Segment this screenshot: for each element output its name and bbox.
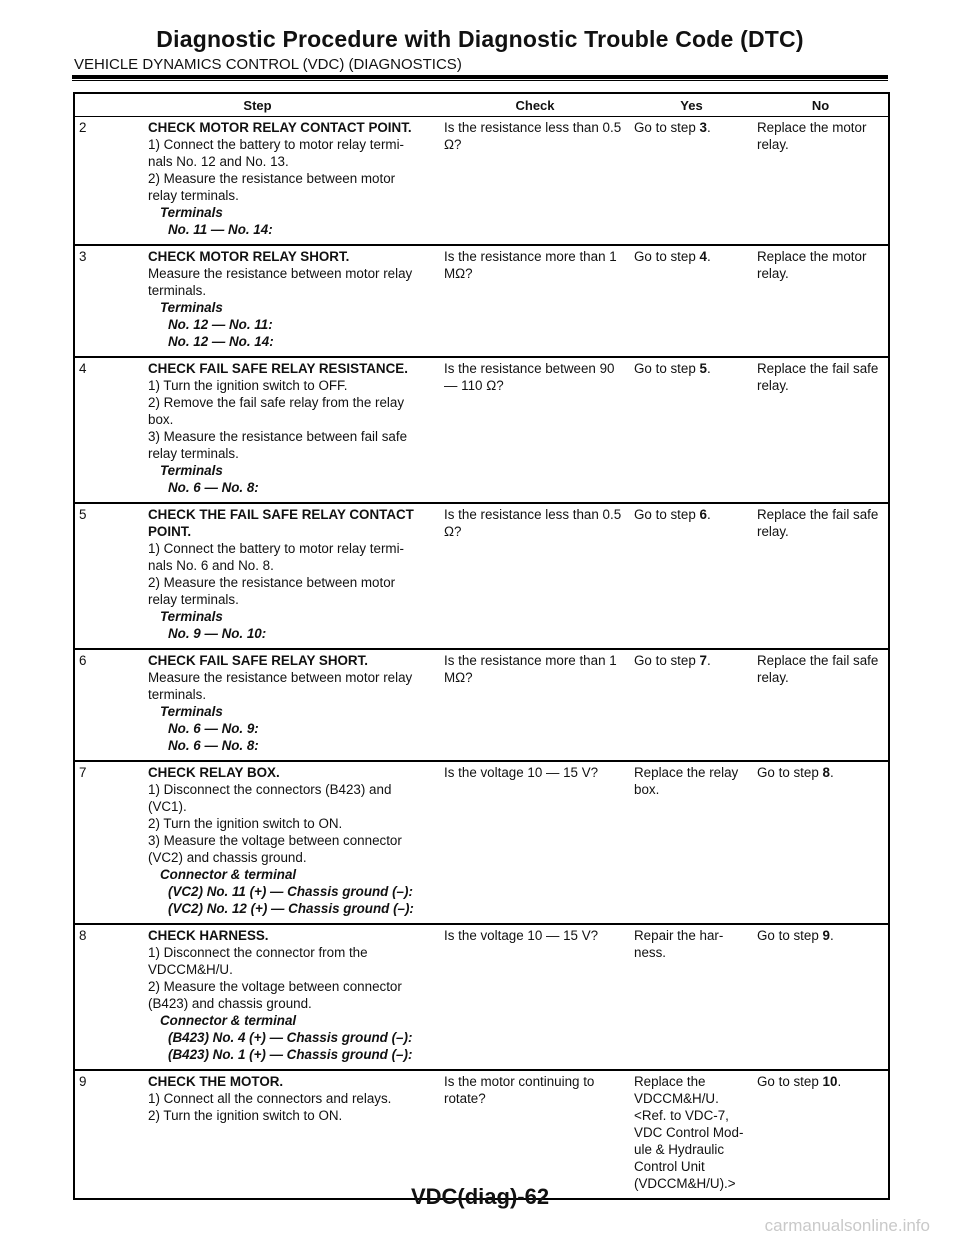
terminal-label: Terminals [160, 704, 223, 719]
check-text: Is the resistance between 90 — 110 Ω? [444, 361, 615, 393]
step-instruction: nals No. 12 and No. 13. [148, 154, 289, 169]
yes-text-end: . [706, 361, 711, 376]
step-instruction: Measure the resistance between motor relay [148, 266, 413, 281]
check-text: Is the resistance less than 0.5 Ω? [444, 120, 622, 152]
step-instruction: 3) Measure the resistance between fail safe [148, 429, 408, 444]
step-heading: CHECK MOTOR RELAY CONTACT POINT. [148, 120, 412, 135]
no-action [753, 245, 889, 357]
no-text: Replace the motor relay. [757, 249, 867, 281]
step-description [144, 649, 440, 761]
no-action [753, 503, 889, 649]
yes-text: Replace the relay box. [634, 765, 739, 797]
step-instruction: terminals. [148, 283, 207, 298]
step-instruction: 2) Remove the fail safe relay from the relay [148, 395, 405, 410]
step-instruction: nals No. 6 and No. 8. [148, 558, 274, 573]
terminal-label: Terminals [160, 463, 223, 478]
yes-step-ref: 3 [699, 120, 707, 135]
no-text: Replace the motor relay. [757, 120, 867, 152]
terminal-label: Connector & terminal [160, 1013, 297, 1028]
no-text: Go to step [757, 765, 823, 780]
yes-step-ref: 5 [699, 361, 707, 376]
step-number: 3 [74, 245, 144, 357]
table-header-row [74, 93, 889, 117]
no-action [753, 1070, 889, 1199]
no-step-ref: 10 [822, 1074, 838, 1089]
terminal-spec: No. 11 — No. 14: [168, 222, 273, 237]
terminal-spec: No. 6 — No. 8: [168, 738, 259, 753]
check-text: Is the motor continuing to rotate? [444, 1074, 595, 1106]
step-number: 4 [74, 357, 144, 503]
step-heading: CHECK RELAY BOX. [148, 765, 280, 780]
step-instruction: 1) Turn the ignition switch to OFF. [148, 378, 348, 393]
no-action [753, 924, 889, 1070]
yes-text: Replace the VDCCM&H/U. <Ref. to VDC-7, VDC Control Mod- ule & Hydraulic Control Unit (VDCCM&H/U).> [634, 1074, 744, 1191]
step-description [144, 245, 440, 357]
no-action [753, 357, 889, 503]
yes-text-end: . [706, 653, 711, 668]
check-text: Is the resistance more than 1 MΩ? [444, 249, 617, 281]
step-instruction: relay terminals. [148, 592, 239, 607]
no-step-ref: 9 [822, 928, 830, 943]
table-row [74, 649, 889, 761]
yes-action [630, 649, 753, 761]
terminal-label: Connector & terminal [160, 867, 297, 882]
no-text-end: . [829, 765, 834, 780]
no-text: Go to step [757, 1074, 823, 1089]
step-instruction: relay terminals. [148, 446, 239, 461]
yes-action [630, 924, 753, 1070]
yes-step-ref: 7 [699, 653, 707, 668]
terminal-spec: No. 6 — No. 8: [168, 480, 259, 495]
step-instruction: 2) Turn the ignition switch to ON. [148, 816, 343, 831]
step-number: 5 [74, 503, 144, 649]
step-number: 6 [74, 649, 144, 761]
page-number: VDC(diag)-62 [410, 1184, 550, 1209]
step-instruction: 1) Connect all the connectors and relays. [148, 1091, 392, 1106]
no-text-end: . [829, 928, 834, 943]
step-description [144, 117, 440, 246]
terminal-spec: No. 6 — No. 9: [168, 721, 259, 736]
step-number: 7 [74, 761, 144, 924]
step-heading: CHECK FAIL SAFE RELAY SHORT. [148, 653, 368, 668]
yes-action [630, 761, 753, 924]
table-row [74, 245, 889, 357]
step-instruction: 2) Measure the voltage between connector [148, 979, 402, 994]
no-text: Replace the fail safe relay. [757, 507, 879, 539]
step-instruction: 2) Measure the resistance between motor [148, 575, 396, 590]
no-action [753, 761, 889, 924]
header-rule-thin [72, 80, 888, 81]
step-description [144, 761, 440, 924]
column-header-yes: Yes [630, 93, 753, 117]
step-heading: CHECK FAIL SAFE RELAY RESISTANCE. [148, 361, 408, 376]
check-question [440, 761, 630, 924]
yes-step-ref: 6 [699, 507, 707, 522]
column-header-check: Check [440, 93, 630, 117]
no-text: Replace the fail safe relay. [757, 361, 879, 393]
header-rule [72, 75, 888, 79]
step-instruction: box. [148, 412, 174, 427]
check-question [440, 649, 630, 761]
check-question [440, 357, 630, 503]
page-title: Diagnostic Procedure with Diagnostic Trouble Code (DTC) [156, 26, 804, 52]
step-heading: CHECK MOTOR RELAY SHORT. [148, 249, 350, 264]
no-step-ref: 8 [822, 765, 830, 780]
step-description [144, 1070, 440, 1199]
check-text: Is the resistance less than 0.5 Ω? [444, 507, 622, 539]
table-row [74, 924, 889, 1070]
yes-text-end: . [706, 249, 711, 264]
check-text: Is the voltage 10 — 15 V? [444, 928, 599, 943]
step-instruction: relay terminals. [148, 188, 239, 203]
yes-text: Go to step [634, 361, 700, 376]
step-description [144, 924, 440, 1070]
check-question [440, 245, 630, 357]
step-instruction: (VC1). [148, 799, 187, 814]
terminal-spec: (B423) No. 4 (+) — Chassis ground (–): [168, 1030, 413, 1045]
diagnostic-table [73, 92, 890, 1200]
terminal-label: Terminals [160, 205, 223, 220]
step-instruction: 2) Measure the resistance between motor [148, 171, 396, 186]
step-instruction: VDCCM&H/U. [148, 962, 233, 977]
table-row [74, 761, 889, 924]
table-row [74, 117, 889, 246]
table-row [74, 503, 889, 649]
yes-action [630, 357, 753, 503]
step-instruction: terminals. [148, 687, 207, 702]
no-action [753, 649, 889, 761]
yes-text: Go to step [634, 653, 700, 668]
yes-action [630, 117, 753, 246]
step-heading: CHECK THE MOTOR. [148, 1074, 284, 1089]
terminal-spec: (B423) No. 1 (+) — Chassis ground (–): [168, 1047, 413, 1062]
column-header-no: No [753, 93, 889, 117]
yes-text: Go to step [634, 507, 700, 522]
yes-action [630, 503, 753, 649]
step-heading: CHECK HARNESS. [148, 928, 269, 943]
step-instruction: 1) Connect the battery to motor relay termi- [148, 541, 405, 556]
step-description [144, 357, 440, 503]
check-text: Is the voltage 10 — 15 V? [444, 765, 599, 780]
terminal-spec: (VC2) No. 11 (+) — Chassis ground (–): [168, 884, 413, 899]
step-instruction: (VC2) and chassis ground. [148, 850, 307, 865]
no-text-end: . [837, 1074, 842, 1089]
step-number: 2 [74, 117, 144, 246]
watermark: carmanualsonline.info [764, 1216, 930, 1235]
yes-text: Go to step [634, 249, 700, 264]
no-text: Go to step [757, 928, 823, 943]
yes-text-end: . [706, 120, 711, 135]
step-instruction: 2) Turn the ignition switch to ON. [148, 1108, 343, 1123]
check-question [440, 924, 630, 1070]
check-text: Is the resistance more than 1 MΩ? [444, 653, 617, 685]
no-action [753, 117, 889, 246]
terminal-label: Terminals [160, 300, 223, 315]
column-header-step: Step [74, 93, 440, 117]
step-instruction: (B423) and chassis ground. [148, 996, 312, 1011]
step-instruction: 1) Connect the battery to motor relay termi- [148, 137, 405, 152]
check-question [440, 503, 630, 649]
no-text: Replace the fail safe relay. [757, 653, 879, 685]
yes-action [630, 245, 753, 357]
check-question [440, 117, 630, 246]
terminal-spec: No. 9 — No. 10: [168, 626, 267, 641]
step-instruction: Measure the resistance between motor relay [148, 670, 413, 685]
yes-text: Go to step [634, 120, 700, 135]
step-instruction: 1) Disconnect the connector from the [148, 945, 368, 960]
terminal-spec: No. 12 — No. 11: [168, 317, 273, 332]
step-instruction: 1) Disconnect the connectors (B423) and [148, 782, 392, 797]
yes-text-end: . [706, 507, 711, 522]
yes-step-ref: 4 [699, 249, 707, 264]
yes-text: Repair the har- ness. [634, 928, 724, 960]
step-number: 8 [74, 924, 144, 1070]
section-subtitle: VEHICLE DYNAMICS CONTROL (VDC) (DIAGNOSTICS) [74, 56, 462, 73]
step-instruction: 3) Measure the voltage between connector [148, 833, 402, 848]
terminal-label: Terminals [160, 609, 223, 624]
terminal-spec: (VC2) No. 12 (+) — Chassis ground (–): [168, 901, 414, 916]
table-row [74, 357, 889, 503]
terminal-spec: No. 12 — No. 14: [168, 334, 274, 349]
step-heading: CHECK THE FAIL SAFE RELAY CONTACT POINT. [148, 507, 414, 539]
check-question [440, 1070, 630, 1199]
table-row [74, 1070, 889, 1199]
yes-action [630, 1070, 753, 1199]
step-description [144, 503, 440, 649]
step-number: 9 [74, 1070, 144, 1199]
